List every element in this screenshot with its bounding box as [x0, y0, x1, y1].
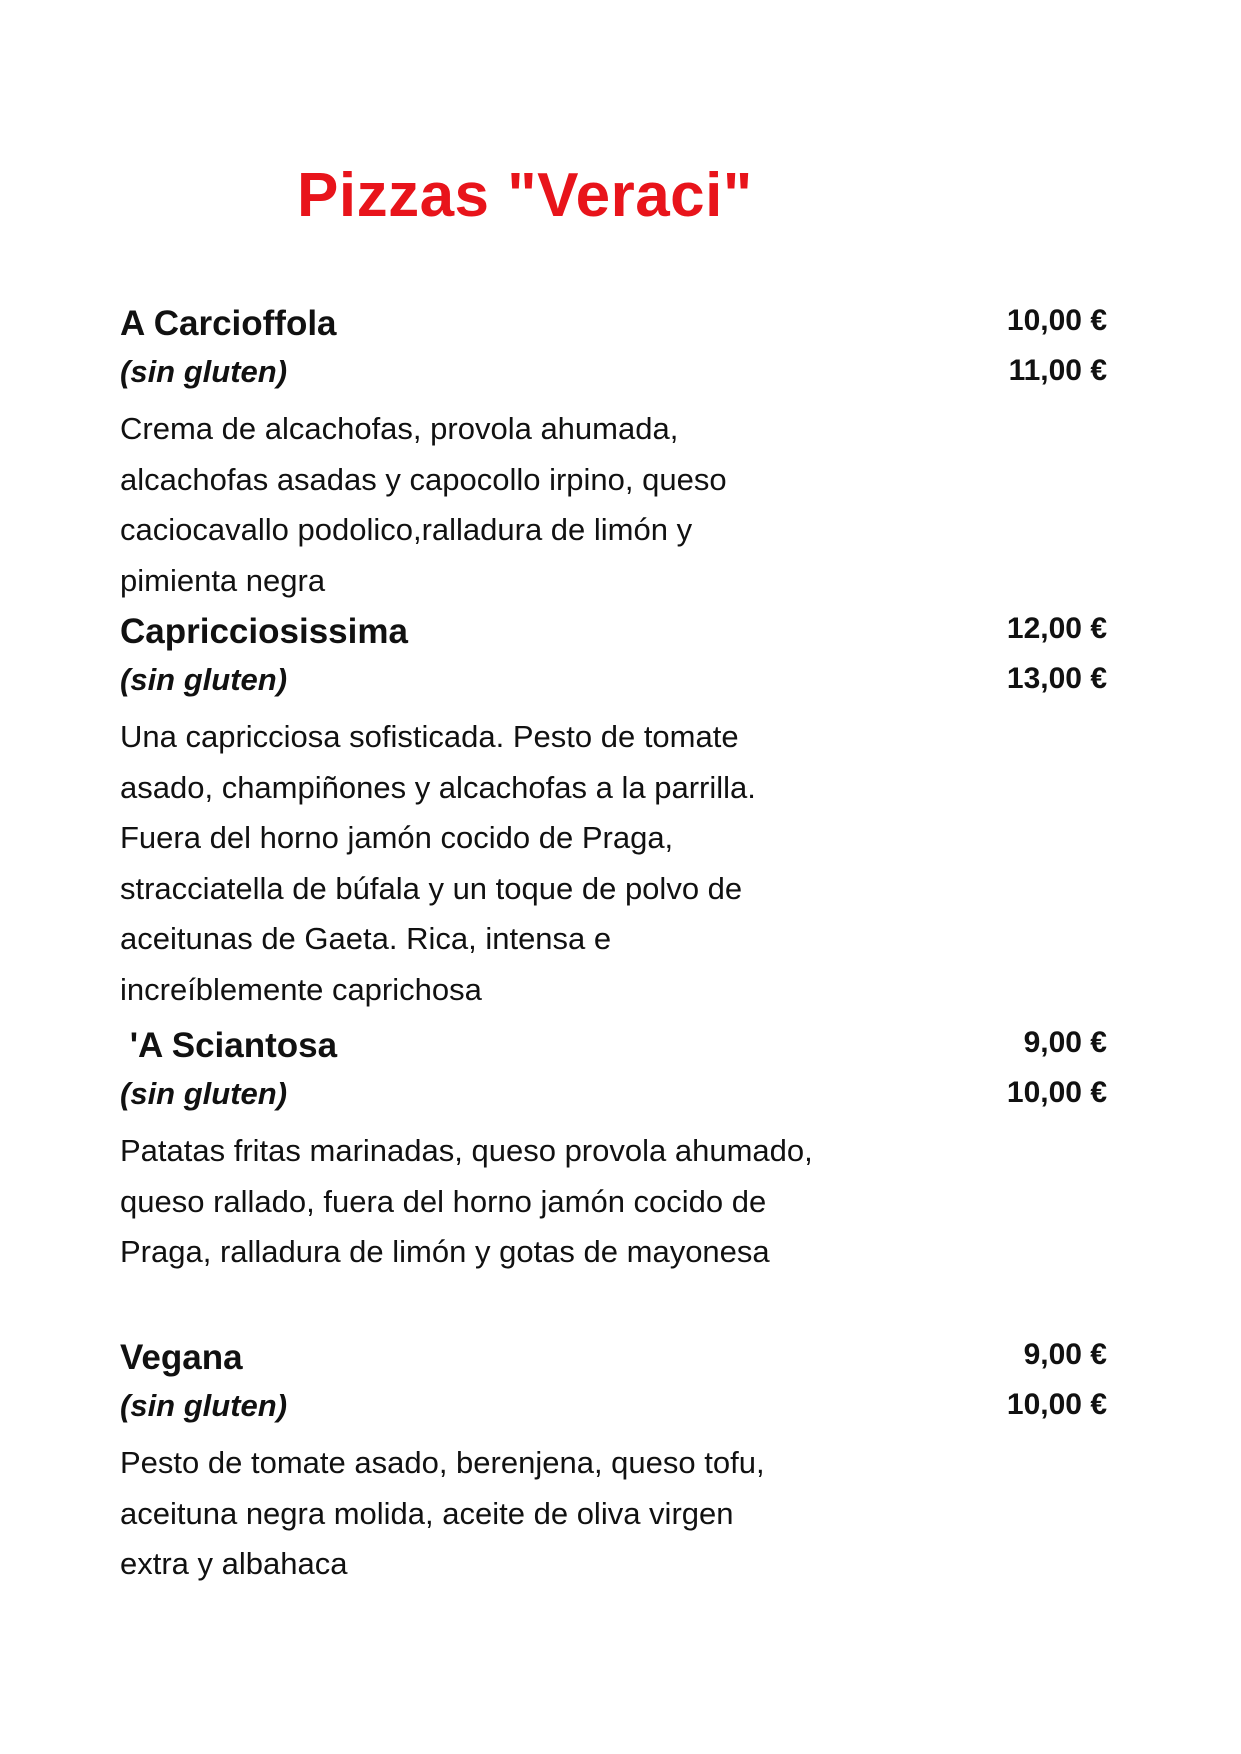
description-line: caciocavallo podolico,ralladura de limón y	[120, 512, 693, 547]
item-header-row	[120, 300, 1120, 350]
item-header-row	[120, 1022, 1120, 1072]
item-header-row	[120, 1334, 1120, 1384]
gluten-free-row	[120, 658, 1120, 708]
item-description	[120, 404, 1120, 606]
item-price: 12,00 €	[1006, 612, 1107, 645]
gluten-free-label: (sin gluten)	[120, 1076, 288, 1111]
item-description	[120, 1438, 1120, 1590]
item-price: 9,00 €	[1023, 1026, 1107, 1059]
description-line: extra y albahaca	[120, 1546, 348, 1581]
menu-item-sciantosa	[120, 1022, 1120, 1278]
description-line: increíblemente caprichosa	[120, 971, 482, 1007]
description-line: Praga, ralladura de limón y gotas de mayonesa	[120, 1234, 770, 1269]
gluten-free-price: 11,00 €	[1008, 354, 1107, 387]
description-line: aceituna negra molida, aceite de oliva virgen	[120, 1495, 734, 1531]
item-name: Capricciosissima	[120, 612, 408, 651]
description-line: aceitunas de Gaeta. Rica, intensa e	[120, 921, 612, 956]
description-line: Patatas fritas marinadas, queso provola ahumado,	[120, 1133, 813, 1168]
description-line: Crema de alcachofas, provola ahumada,	[120, 411, 679, 446]
menu-item-capricciosissima	[120, 608, 1120, 1015]
gluten-free-price: 10,00 €	[1006, 1388, 1107, 1421]
gluten-free-price: 13,00 €	[1006, 662, 1107, 695]
gluten-free-row	[120, 350, 1120, 400]
gluten-free-label: (sin gluten)	[120, 354, 288, 389]
item-price: 9,00 €	[1023, 1338, 1107, 1371]
gluten-free-row	[120, 1384, 1120, 1434]
item-price: 10,00 €	[1006, 304, 1107, 337]
item-description	[120, 712, 1120, 1015]
item-name: Vegana	[120, 1338, 243, 1377]
description-line: stracciatella de búfala y un toque de polvo de	[120, 870, 743, 906]
page-title: Pizzas "Veraci"	[297, 161, 753, 230]
item-header-row	[120, 608, 1120, 658]
item-description	[120, 1126, 1120, 1278]
description-line: Fuera del horno jamón cocido de Praga,	[120, 820, 674, 855]
item-name: A Carcioffola	[120, 304, 337, 343]
description-line: pimienta negra	[120, 562, 326, 598]
menu-item-vegana	[120, 1334, 1120, 1590]
menu-item-carcioffola	[120, 300, 1120, 606]
item-name: 'A Sciantosa	[120, 1026, 338, 1065]
description-line: alcachofas asadas y capocollo irpino, queso	[120, 461, 727, 497]
gluten-free-price: 10,00 €	[1006, 1076, 1107, 1109]
gluten-free-label: (sin gluten)	[120, 662, 288, 697]
description-line: Una capricciosa sofisticada. Pesto de tomate	[120, 719, 739, 754]
description-line: asado, champiñones y alcachofas a la parrilla.	[120, 769, 756, 805]
gluten-free-label: (sin gluten)	[120, 1388, 288, 1423]
description-line: queso rallado, fuera del horno jamón cocido de	[120, 1183, 767, 1219]
description-line: Pesto de tomate asado, berenjena, queso tofu,	[120, 1445, 765, 1480]
gluten-free-row	[120, 1072, 1120, 1122]
